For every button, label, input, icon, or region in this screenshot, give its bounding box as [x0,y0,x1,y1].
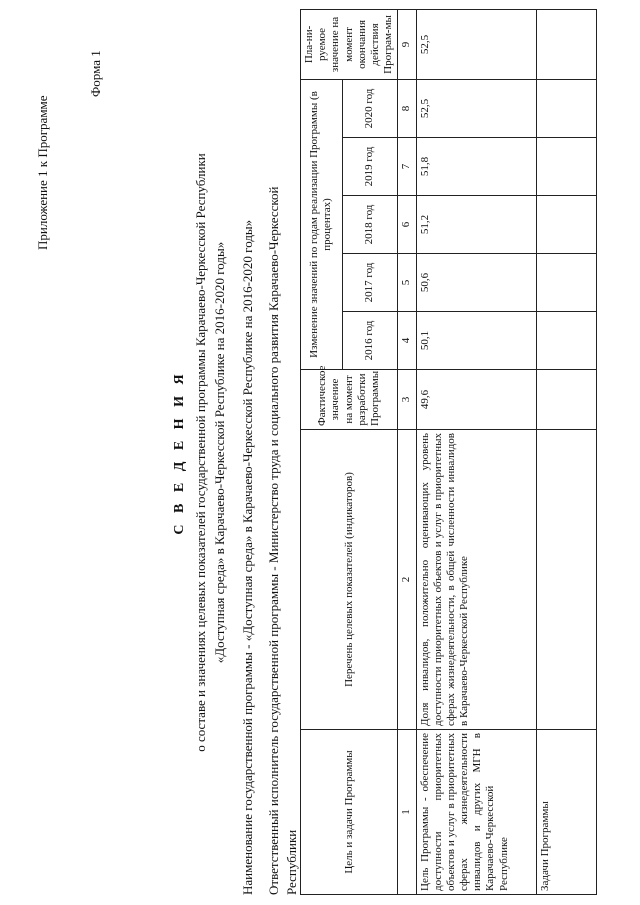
header-goal: Цель и задачи Программы [301,730,398,895]
actual-value: 49,6 [416,370,536,430]
value-2016: 50,1 [416,312,536,370]
header-planned: Пла-ни-руемое значение на момент окончания действия Програм-мы [301,9,398,79]
document-title: С В Е Д Е Н И Я [172,370,187,535]
col-number: 2 [398,430,416,730]
col-number: 7 [398,138,416,196]
header-change: Изменение значений по годам реализации Программы (в процентах) [301,79,343,369]
col-number: 5 [398,254,416,312]
empty-cell [536,312,596,370]
col-number: 3 [398,370,416,430]
empty-cell [536,254,596,312]
subtitle-line-2: «Доступная среда» в Карачаево-Черкесской Республике на 2016-2020 годы» [212,241,227,664]
col-number: 9 [398,9,416,79]
value-2019: 51,8 [416,138,536,196]
goal-cell: Цель Программы - обеспечение доступности приоритетных объектов и услуг в приоритетных сферах жизнедеятельности инвалидов и других МГН в Карачаево-Черкесской Республике [416,730,536,895]
tasks-cell: Задачи Программы [536,730,596,895]
header-year-2017: 2017 год [342,254,398,312]
empty-cell [536,370,596,430]
value-2017: 50,6 [416,254,536,312]
value-2020: 52,5 [416,79,536,137]
col-number: 6 [398,196,416,254]
subtitle-line-1: о составе и значениях целевых показателей государственной программы Карачаево-Черкесской Республики [193,153,208,752]
col-number: 4 [398,312,416,370]
col-number: 8 [398,79,416,137]
header-year-2016: 2016 год [342,312,398,370]
program-name: Наименование государственной программы - «Доступная среда» в Карачаево-Черкесской Республике на 2016-2020 годы» [240,219,255,895]
empty-cell [536,9,596,79]
indicator-cell: Доля инвалидов, положительно оценивающих уровень доступности приоритетных объектов и услуг в приоритетных сферах жизнедеятельности, в общей численности инвалидов в Карачаево-Черкесской Республике [416,430,536,730]
table-row [416,9,536,894]
empty-cell [536,196,596,254]
table-row [536,9,596,894]
empty-cell [536,430,596,730]
col-number: 1 [398,730,416,895]
executor-line-1: Ответственный исполнитель государственной программы - Министерство труда и социального развития Карачаево-Черкесской [266,186,281,895]
empty-cell [536,79,596,137]
form-label: Форма 1 [88,50,103,97]
value-2018: 51,2 [416,196,536,254]
indicators-table [300,9,597,895]
executor-line-2: Республики [284,829,299,895]
empty-cell [536,138,596,196]
header-year-2018: 2018 год [342,196,398,254]
appendix-label: Приложение 1 к Программе [35,95,50,250]
header-actual: Фактическое значение на момент разработки Программы [301,370,398,430]
header-year-2019: 2019 год [342,138,398,196]
planned-value: 52,5 [416,9,536,79]
header-indicators: Перечень целевых показателей (индикаторов) [301,430,398,730]
header-year-2020: 2020 год [342,79,398,137]
